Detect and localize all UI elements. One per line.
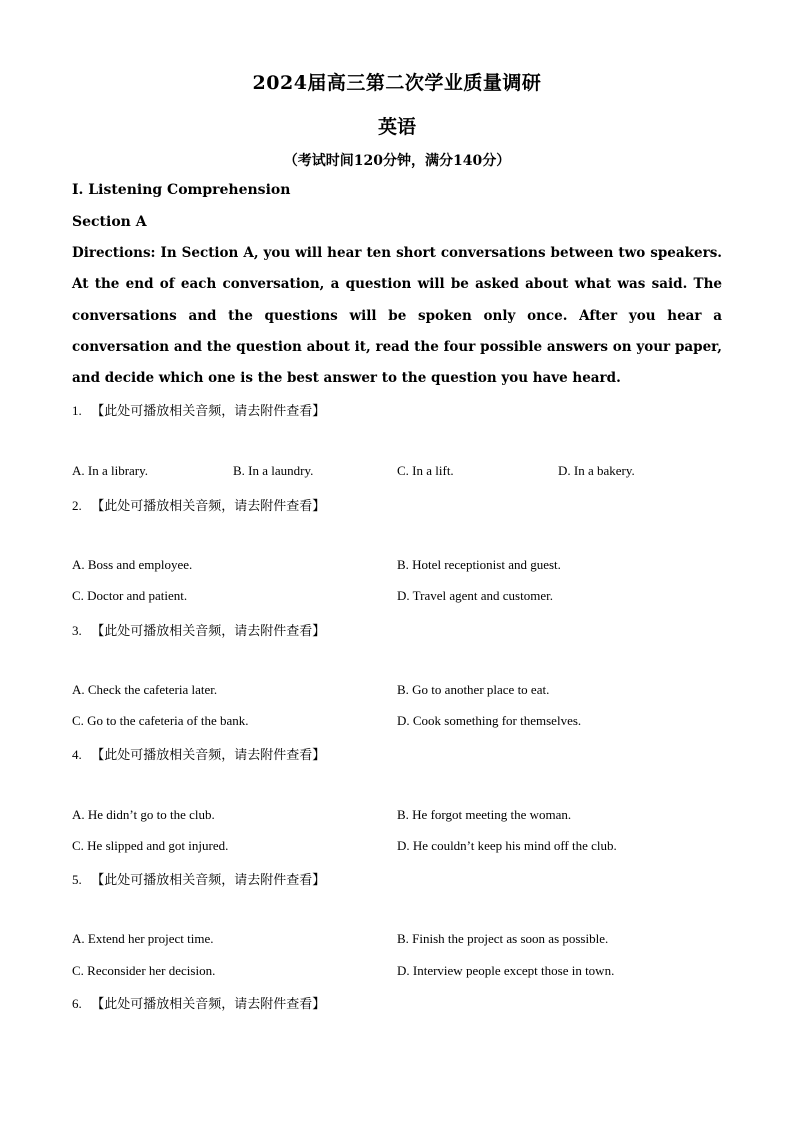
option-b: B. In a laundry. — [233, 463, 314, 478]
question-number: 2. — [72, 498, 82, 513]
question-number: 5. — [72, 872, 82, 887]
option-c: C. Doctor and patient. — [72, 588, 188, 603]
directions-text: Directions: In Section A, you will hear ten short conversations between two speakers. At the end of each conversation, a question will be asked about what was said. The conversations and the questions will be spoken only once. After you hear a conversation and the question about it, read the four possible answers on your paper, and decide which one is the best answer to the question you have heard. — [72, 245, 722, 387]
option-c: C. In a lift. — [397, 463, 454, 478]
option-a: A. In a library. — [72, 463, 149, 478]
option-d: D. He couldn’t keep his mind off the club. — [397, 838, 617, 853]
option-b: B. Hotel receptionist and guest. — [397, 557, 561, 572]
section-heading: Section A — [72, 214, 147, 230]
option-a: A. Extend her project time. — [72, 931, 214, 946]
question-3 — [72, 620, 325, 639]
option-d: D. Travel agent and customer. — [397, 588, 553, 603]
question-1 — [72, 400, 325, 419]
question-6 — [72, 993, 325, 1012]
option-d: D. Cook something for themselves. — [397, 713, 582, 728]
audio-placeholder[interactable]: 【此处可播放相关音频，请去附件查看】 — [91, 624, 326, 639]
option-b: B. He forgot meeting the woman. — [397, 807, 572, 822]
option-a: A. He didn’t go to the club. — [72, 807, 215, 822]
audio-placeholder[interactable]: 【此处可播放相关音频，请去附件查看】 — [91, 404, 326, 419]
question-5 — [72, 869, 325, 888]
option-a: A. Boss and employee. — [72, 557, 193, 572]
question-number: 3. — [72, 623, 82, 638]
audio-placeholder[interactable]: 【此处可播放相关音频，请去附件查看】 — [91, 499, 326, 514]
option-c: C. Go to the cafeteria of the bank. — [72, 713, 249, 728]
option-c: C. He slipped and got injured. — [72, 838, 229, 853]
question-number: 4. — [72, 747, 82, 762]
audio-placeholder[interactable]: 【此处可播放相关音频，请去附件查看】 — [91, 997, 326, 1012]
question-2 — [72, 495, 325, 514]
option-b: B. Go to another place to eat. — [397, 682, 550, 697]
exam-title: 2024届高三第二次学业质量调研 — [252, 72, 542, 94]
question-number: 6. — [72, 996, 82, 1011]
exam-time-note: （考试时间120分钟，满分140分） — [283, 153, 511, 169]
audio-placeholder[interactable]: 【此处可播放相关音频，请去附件查看】 — [91, 748, 326, 763]
option-a: A. Check the cafeteria later. — [72, 682, 218, 697]
option-d: D. Interview people except those in town. — [397, 963, 615, 978]
question-4 — [72, 744, 325, 763]
option-d: D. In a bakery. — [558, 463, 635, 478]
part-heading: I. Listening Comprehension — [72, 182, 291, 198]
audio-placeholder[interactable]: 【此处可播放相关音频，请去附件查看】 — [91, 873, 326, 888]
option-b: B. Finish the project as soon as possible. — [397, 931, 609, 946]
subject-title: 英语 — [377, 116, 416, 138]
option-c: C. Reconsider her decision. — [72, 963, 216, 978]
question-number: 1. — [72, 403, 82, 418]
